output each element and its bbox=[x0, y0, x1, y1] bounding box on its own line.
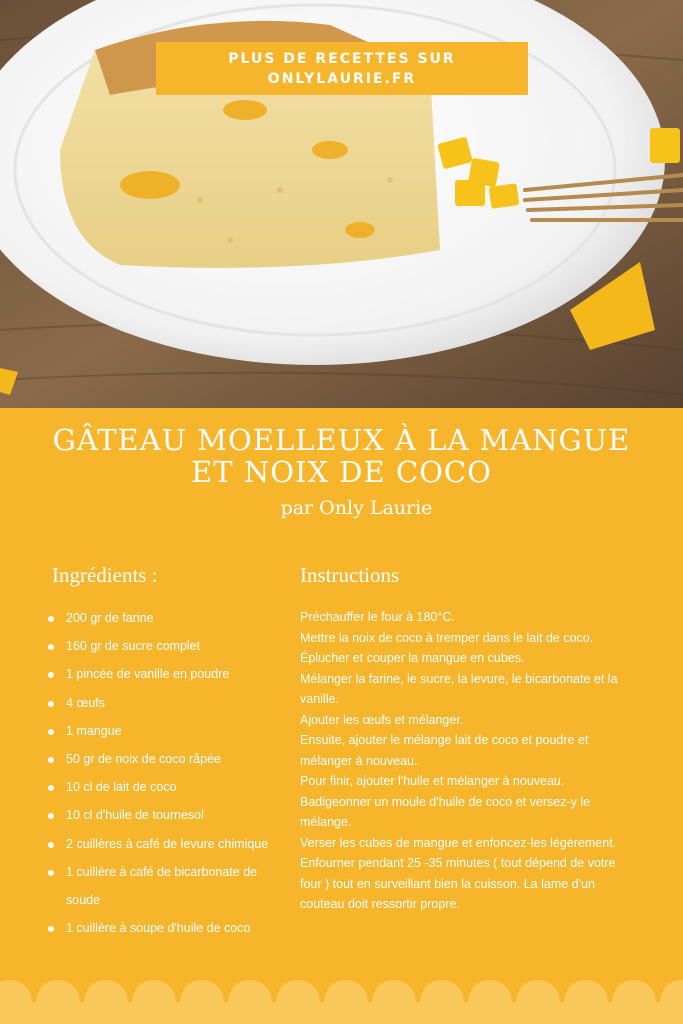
instruction-step: Préchauffer le four à 180°C. bbox=[300, 610, 455, 624]
recipe-title bbox=[0, 424, 683, 488]
instruction-step: Mettre la noix de coco à tremper dans le lait de coco. bbox=[300, 630, 594, 645]
promo-website[interactable]: ONLYLAURIE.FR bbox=[267, 70, 417, 87]
ingredient-item: 200 gr de farine bbox=[48, 604, 273, 632]
ingredient-item: 1 mangue bbox=[48, 717, 273, 745]
recipe-title-line-2: ET NOIX DE COCO bbox=[191, 455, 492, 489]
ingredients-heading: Ingrédients : bbox=[52, 563, 158, 587]
instruction-step: Enfourner pendant 25 -35 minutes ( tout dépend de votre four ) tout en surveillant bien la cuisson. La lame d'un couteau doit ressortir propre. bbox=[300, 856, 616, 911]
instruction-step: Ajouter les œufs et mélanger. bbox=[300, 712, 464, 727]
instruction-step: Badigeonner un moule d'huile de coco et versez-y le mélange. bbox=[300, 794, 591, 829]
instruction-step: Verser les cubes de mangue et enfoncez-les légèrement. bbox=[300, 835, 617, 850]
ingredient-item: 10 cl d'huile de tournesol bbox=[48, 801, 273, 829]
promo-banner[interactable] bbox=[156, 42, 528, 95]
ingredient-item: 4 œufs bbox=[48, 689, 273, 717]
promo-line-1: PLUS DE RECETTES SUR bbox=[228, 50, 456, 67]
ingredient-item: 1 cuillère à soupe d'huile de coco bbox=[48, 914, 273, 942]
recipe-byline: par Only Laurie bbox=[280, 497, 433, 519]
instructions-list bbox=[300, 607, 640, 915]
ingredients-list bbox=[48, 604, 273, 942]
instruction-step: Pour finir, ajouter l'huile et mélanger à nouveau. bbox=[300, 774, 565, 788]
ingredient-item: 1 pincée de vanille en poudre bbox=[48, 660, 273, 688]
ingredient-item: 160 gr de sucre complet bbox=[48, 632, 273, 660]
ingredient-item: 1 cuillère à café de bicarbonate de soude bbox=[48, 858, 273, 914]
recipe-title-line-1: GÂTEAU MOELLEUX À LA MANGUE bbox=[52, 423, 631, 457]
ingredient-item: 10 cl de lait de coco bbox=[48, 773, 273, 801]
instructions-heading: Instructions bbox=[300, 563, 400, 587]
hero-photo bbox=[0, 0, 683, 408]
ingredient-item: 50 gr de noix de coco râpée bbox=[48, 745, 273, 773]
scalloped-border bbox=[0, 980, 683, 1024]
ingredient-item: 2 cuillères à café de levure chimique bbox=[48, 830, 273, 858]
instruction-step: Ensuite, ajouter le mélange lait de coco et poudre et mélanger à nouveau. bbox=[300, 733, 589, 768]
instruction-step: Éplucher et couper la mangue en cubes. bbox=[300, 651, 525, 665]
instruction-step: Mélanger la farine, le sucre, la levure, le bicarbonate et la vanille. bbox=[300, 671, 618, 706]
